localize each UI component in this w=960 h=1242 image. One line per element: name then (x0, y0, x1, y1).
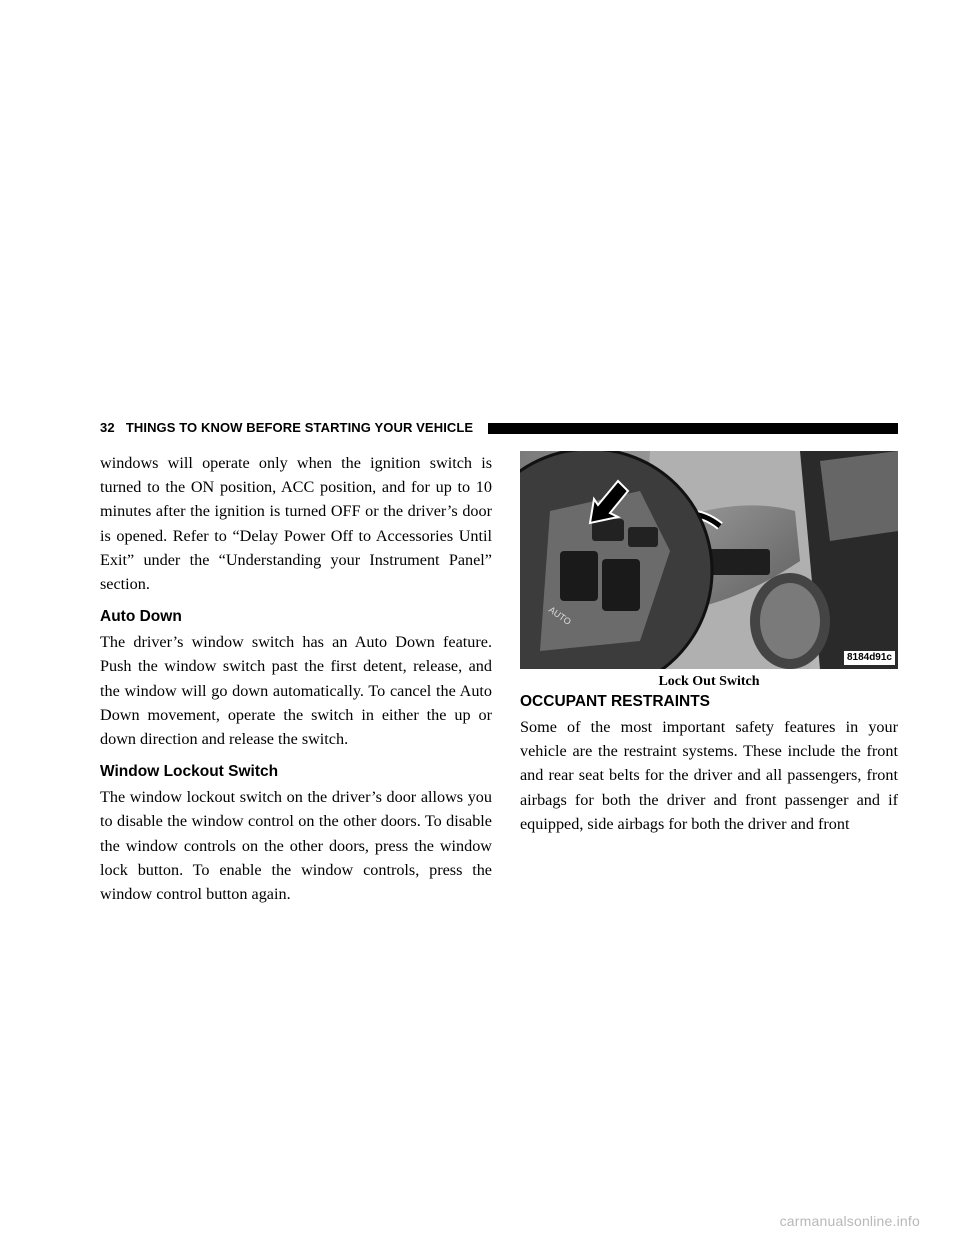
header-title (100, 420, 473, 435)
occupant-restraints-heading: OCCUPANT RESTRAINTS (520, 693, 711, 710)
right-column (520, 451, 898, 836)
page-header (100, 419, 898, 439)
occupant-restraints-paragraph: Some of the most important safety features in your vehicle are the restraint systems. These include the front and rear seat belts for the driver and all passengers, front airbags for both the driver and front passenger and if equipped, side airbags for both the driver and front (520, 718, 898, 833)
window-lockout-paragraph: The window lockout switch on the driver’s door allows you to disable the window control on the other doors. To disable the window controls on the other doors, press the window lock button. To enable the window controls, press the window control button again. (100, 788, 492, 904)
window-lockout-heading: Window Lockout Switch (100, 763, 279, 781)
watermark: carmanualsonline.info (779, 1213, 920, 1229)
lock-out-switch-photo (520, 451, 898, 669)
header-rule (488, 423, 898, 434)
figure-code: 8184d91c (844, 651, 895, 665)
page-number: 32 (100, 420, 115, 435)
intro-paragraph: windows will operate only when the ignition switch is turned to the ON position, ACC position, and for up to 10 minutes after the ignition is turned OFF or the driver’s door is opened. Refer to “Delay Power Off to Accessories Until Exit” under the “Understanding your Instrument Panel” section. (100, 454, 492, 594)
auto-switch-label: AUTO (546, 604, 573, 627)
auto-down-heading: Auto Down (100, 608, 182, 626)
chapter-title: THINGS TO KNOW BEFORE STARTING YOUR VEHICLE (125, 420, 474, 435)
left-column (100, 451, 492, 906)
door-panel-illustration (520, 451, 898, 669)
figure-caption: Lock Out Switch (658, 674, 760, 689)
auto-down-paragraph: The driver’s window switch has an Auto Down feature. Push the window switch past the first detent, release, and the window will go down automatically. To cancel the Auto Down movement, operate the switch in either the up or down direction and release the switch. (100, 633, 492, 749)
